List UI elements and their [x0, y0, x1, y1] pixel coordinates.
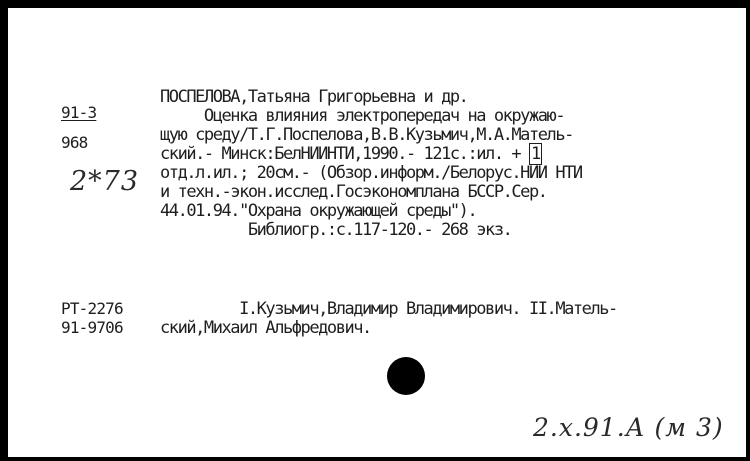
body-line-3	[160, 145, 542, 164]
tracings-line-2: ский,Михаил Альфредович.	[160, 318, 371, 338]
card-heading: ПОСПЕЛОВА,Татьяна Григорьевна и др.	[160, 87, 468, 107]
scan-border-top	[0, 0, 750, 8]
body-line-2: щую среду/Т.Г.Поспелова,В.В.Кузьмич,М.А.Матель-	[160, 125, 573, 145]
scan-border-bottom	[0, 457, 750, 461]
inventory-number-1: РТ-2276	[61, 299, 123, 318]
handwritten-date-note: 2.х.91.А (м 3)	[533, 413, 724, 442]
punch-hole	[387, 357, 425, 395]
body-line-5: и техн.-экон.исслед.Госэкономплана БССР.Сер.	[160, 182, 547, 202]
body-line-3-text: ский.- Минск:БелНИИНТИ,1990.- 121с.:ил. +	[160, 144, 529, 164]
scan-border-right	[746, 0, 750, 461]
author-mark: 968	[61, 133, 88, 152]
inventory-number-2: 91-9706	[61, 318, 123, 337]
boxed-count: 1	[530, 144, 540, 164]
call-number: 91-3	[61, 103, 97, 122]
handwritten-shelf-mark: 2*73	[70, 166, 140, 197]
body-line-4: отд.л.ил.; 20см.- (Обзор.информ./Белорус.НИИ НТИ	[160, 163, 582, 183]
tracings-line-1: I.Кузьмич,Владимир Владимирович. II.Матель-	[160, 299, 617, 319]
body-line-1: Оценка влияния электропередач на окружаю-	[160, 106, 565, 126]
body-line-7: Библиогр.:с.117-120.- 268 экз.	[160, 220, 512, 240]
body-line-6: 44.01.94."Охрана окружающей среды").	[160, 201, 477, 221]
scan-border-left	[0, 0, 8, 461]
